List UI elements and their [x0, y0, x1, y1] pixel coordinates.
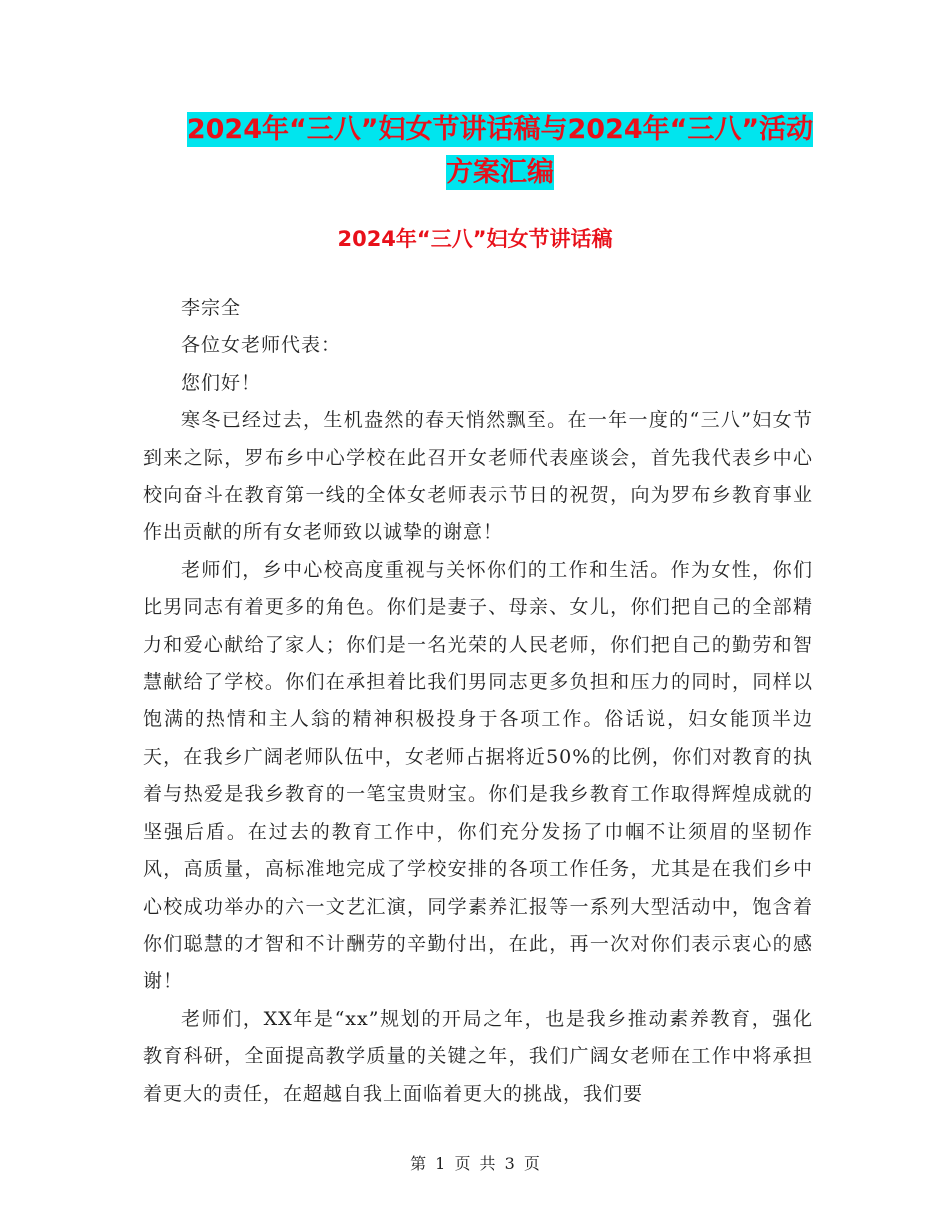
main-title-line-2 [100, 155, 900, 191]
speech-body [143, 290, 813, 1113]
body-paragraph: 寒冬已经过去，生机盎然的春天悄然飘至。在一年一度的“三八”妇女节到来之际，罗布乡中心学校在此召开女老师代表座谈会，首先我代表乡中心校向奋斗在教育第一线的全体女老师表示节日的祝贺，向为罗布乡教育事业作出贡献的所有女老师致以诚挚的谢意！ [143, 409, 813, 544]
main-title-highlight-2: 方案汇编 [446, 157, 554, 188]
speech-title: 2024年“三八”妇女节讲话稿 [337, 227, 613, 251]
main-title-line-1 [100, 112, 900, 148]
main-title-highlight-1: 2024年“三八”妇女节讲话稿与2024年“三八”活动 [186, 114, 814, 145]
salutation: 各位女老师代表： [181, 334, 342, 357]
body-paragraph: 老师们，XX年是“xx”规划的开局之年，也是我乡推动素养教育，强化教育科研，全面提高教学质量的关键之年，我们广阔女老师在工作中将承担着更大的责任，在超越自我上面临着更大的挑战，我们要 [143, 1007, 813, 1105]
author-name: 李宗全 [181, 297, 242, 319]
page-number-footer: 第 1 页 共 3 页 [410, 1154, 540, 1173]
greeting: 您们好！ [181, 371, 262, 394]
body-paragraph: 老师们，乡中心校高度重视与关怀你们的工作和生活。作为女性，你们比男同志有着更多的角色。你们是妻子、母亲、女儿，你们把自己的全部精力和爱心献给了家人；你们是一名光荣的人民老师，你们把自己的勤劳和智慧献给了学校。你们在承担着比我们男同志更多负担和压力的同时，同样以饱满的热情和主人翁的精神积极投身于各项工作。俗话说，妇女能顶半边天，在我乡广阔老师队伍中，女老师占据将近50%的比例，你们对教育的执着与热爱是我乡教育的一笔宝贵财宝。你们是我乡教育工作取得辉煌成就的坚强后盾。在过去的教育工作中，你们充分发扬了巾帼不让须眉的坚韧作风，高质量，高标准地完成了学校安排的各项工作任务，尤其是在我们乡中心校成功举办的六一文艺汇演，同学素养汇报等一系列大型活动中，饱含着你们聪慧的才智和不计酬劳的辛勤付出，在此，再一次对你们表示衷心的感谢！ [143, 558, 813, 993]
